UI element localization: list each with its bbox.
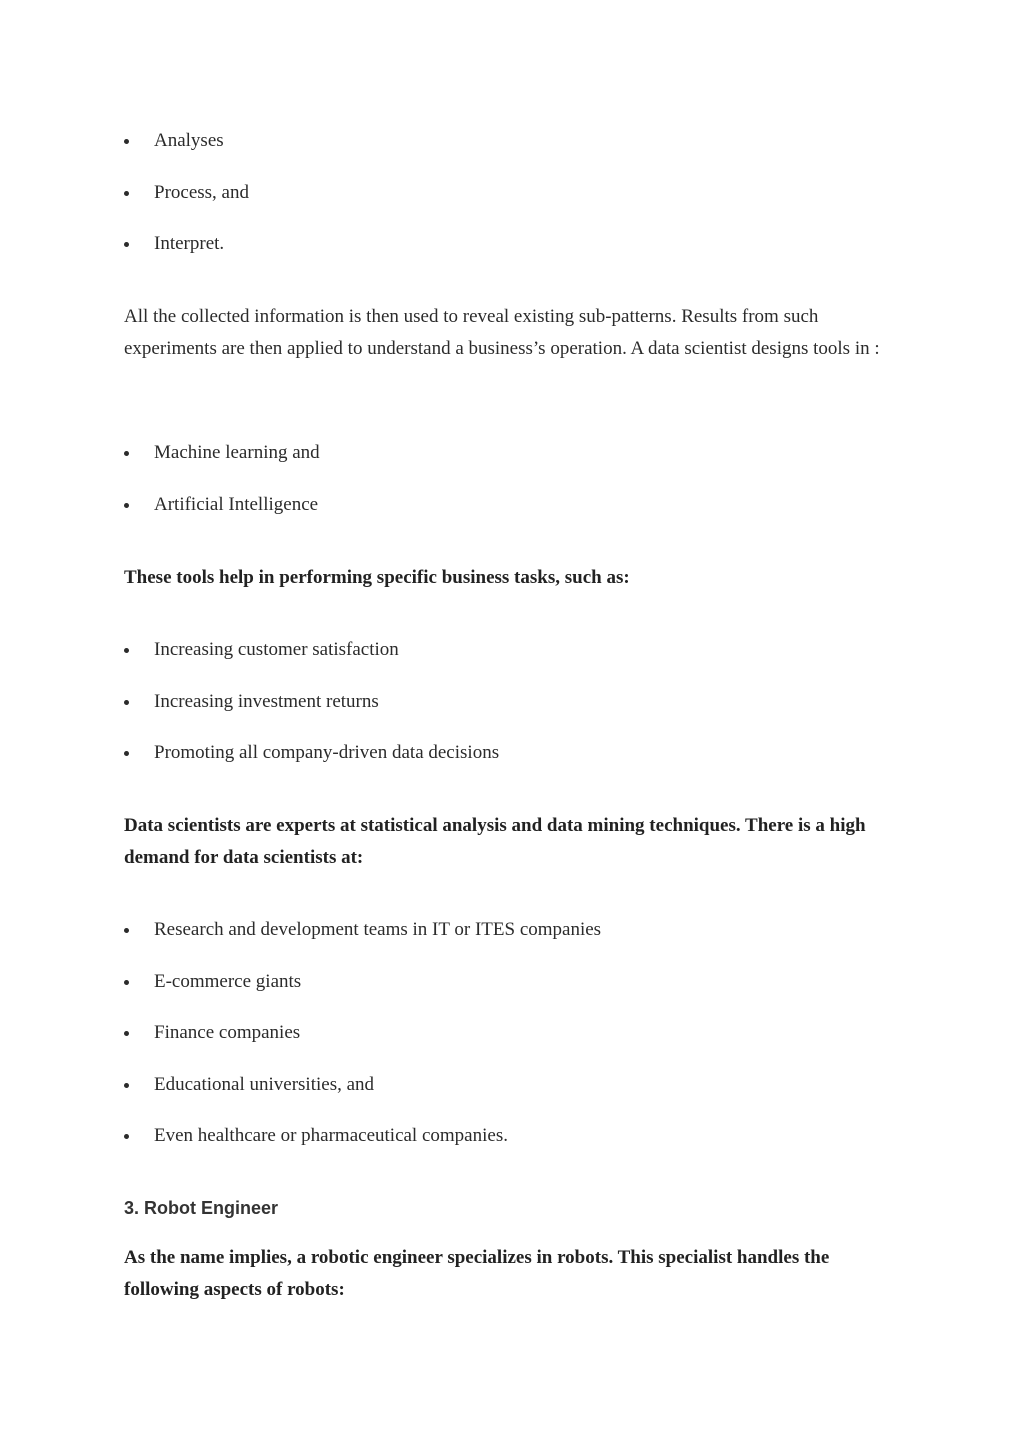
bullet-icon xyxy=(124,928,129,933)
list-item: Promoting all company-driven data decisions xyxy=(124,742,499,794)
paragraph-intro: All the collected information is then used to reveal existing sub-patterns. Results from such experiments are then applied to understand a business’s operation. A data scientist designs tools in : xyxy=(124,306,880,359)
bullet-list-tasks xyxy=(124,639,499,794)
bullet-icon xyxy=(124,980,129,985)
bullet-list-tools xyxy=(124,442,320,545)
list-item: Educational universities, and xyxy=(124,1074,601,1126)
bullet-icon xyxy=(124,139,129,144)
bullet-icon xyxy=(124,1134,129,1139)
bullet-icon xyxy=(124,191,129,196)
bullet-list-employers xyxy=(124,919,601,1177)
bullet-icon xyxy=(124,503,129,508)
list-item: Finance companies xyxy=(124,1022,601,1074)
list-item: Interpret. xyxy=(124,233,249,285)
bold-statement-demand: Data scientists are experts at statistical analysis and data mining techniques. There is a high demand for data scientists at: xyxy=(124,815,866,868)
section-heading: 3. Robot Engineer xyxy=(124,1198,279,1218)
list-item: Even healthcare or pharmaceutical companies. xyxy=(124,1125,601,1177)
bold-statement-robotics: As the name implies, a robotic engineer specializes in robots. This specialist handles the following aspects of robots: xyxy=(124,1247,830,1300)
bullet-icon xyxy=(124,700,129,705)
bullet-icon xyxy=(124,1031,129,1036)
bullet-icon xyxy=(124,648,129,653)
bullet-icon xyxy=(124,1083,129,1088)
bullet-icon xyxy=(124,242,129,247)
list-item: Research and development teams in IT or ITES companies xyxy=(124,919,601,971)
bullet-list-steps xyxy=(124,130,249,285)
list-item: Increasing investment returns xyxy=(124,691,499,743)
list-item: Machine learning and xyxy=(124,442,320,494)
list-item: Analyses xyxy=(124,130,249,182)
list-item: Increasing customer satisfaction xyxy=(124,639,499,691)
list-item: Artificial Intelligence xyxy=(124,494,320,546)
list-item: E-commerce giants xyxy=(124,971,601,1023)
list-item: Process, and xyxy=(124,182,249,234)
bullet-icon xyxy=(124,751,129,756)
bold-statement-tasks: These tools help in performing specific business tasks, such as: xyxy=(124,567,630,588)
bullet-icon xyxy=(124,451,129,456)
